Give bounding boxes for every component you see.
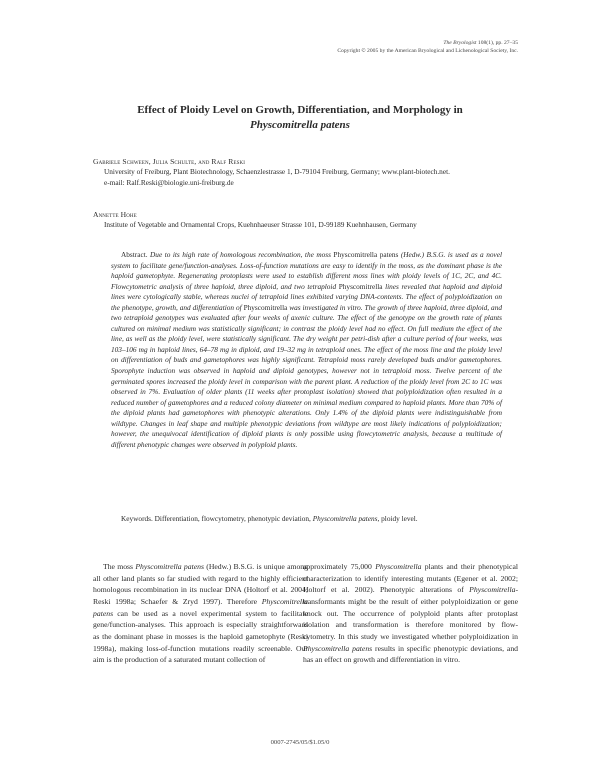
species-name: Physcomitrella <box>243 302 288 312</box>
author-email: e-mail: Ralf.Reski@biologie.uni-freiburg.de <box>104 177 234 187</box>
journal-citation <box>218 40 518 48</box>
body-text: can be used as a novel experimental system to facilitate gene/function-analyses. This approach is especially straightforward as the dominant phase in mosses is the haploid gametophyte (Reski 1998a), making loss-of-function mutations readily screenable. Our aim is the production of a saturated mutant collection of <box>93 608 308 665</box>
body-text: approximately 75,000 <box>303 562 376 571</box>
page-footer-code: 0007-2745/05/$1.05/0 <box>270 739 330 746</box>
author-affiliation: University of Freiburg, Plant Biotechnology, Schaenzlestrasse 1, D-79104 Freiburg, Germany; www.plant-biotech.net. <box>104 167 450 177</box>
keywords-species: Physcomitrella patens <box>312 514 378 523</box>
body-text: (Hedw.) B.S.G. is unique among all other land plants so far studied with regard to the highly efficient homologous recombination in its nuclear DNA (Holtorf et al. 2004; Reski 1998a; Schaefer & Zryd 1997). Therefore <box>93 562 308 606</box>
abstract-text-1: Due to its high rate of homologous recombination, the moss <box>147 250 334 259</box>
title-line-2: Physcomitrella patens <box>250 119 350 131</box>
body-column-right <box>303 561 518 666</box>
journal-header <box>218 40 518 55</box>
author-affiliation: Institute of Vegetable and Ornamental Crops, Kuehnhaeuser Strasse 101, D-99189 Kuehnhausen, Germany <box>104 220 417 230</box>
journal-name: The Bryologist <box>443 40 477 46</box>
abstract-text-2: (Hedw.) B.S.G. is used as a novel system to facilitate gene/function-analyses. Loss-of-function mutations are easy to identify in the moss, as the dominant phase is the haploid gametophyte. Regenerating protoplasts were used to establish different moss lines with ploidy levels of 1C, 2C, and 4C. Flowcytometric analysis of three haploid, three diploid, and two tetraploid <box>111 250 502 291</box>
abstract-label: Abstract. <box>121 250 148 259</box>
species-name: Physcomitrella <box>469 585 516 595</box>
abstract-text-3: lines revealed that haploid and diploid lines were cytologically stable, whereas nuclei of tetraploid lines exhibited varying DNA-contents. The effect of polyploidization on the phenotype, growth, and differentiation of <box>111 281 502 312</box>
body-text: -transformants might be the result of either polyploidization or gene knock out. The occurrence of polyploid plants after protoplast isolation and transformation is therefore monitored by flow-cytometry. In this study we investigated whether polyploidization in <box>303 585 518 641</box>
species-name: Physcomitrella patens <box>333 250 399 259</box>
title-line-1: Effect of Ploidy Level on Growth, Differentiation, and Morphology in <box>137 104 463 116</box>
keywords-label: Keywords. <box>121 514 153 523</box>
abstract-text-4: was investigated in vitro. The growth of three haploid, three diploid, and two tetraploid genotypes was evaluated after four weeks of axenic culture. The effect of the genotype on the growth rate of plants cultured on minimal medium was statistically significant; in contrast the ploidy level had no effect. On full medium the effect of the line, as well as the ploidy level, were statistically significant. The dry weight per petri-dish after a culture period of four weeks, was 103–106 mg in haploid lines, 64–78 mg in diploid, and 19–32 mg in tetraploid ones. The effect of the moss line and the ploidy level on differentiation of buds and gametophores was highly significant. Tetraploid moss rarely developed buds and/or gametophores. Sporophyte induction was observed in haploid and diploid genotypes, however not in tetraploid moss. Twelve percent of the germinated spores increased the ploidy level in comparison with the parent plant. A reduction of the ploidy level from 2C to 1C was observed in 7%. Evaluation of older plants (11 weeks after protoplast isolation) showed that polyploidization often resulted in a reduced number of gametophores and a reduced colony diameter on minimal medium compared to haploid plants. More than 70% of the diploid plants had gametophores with phenotypic alterations. Only 1.4% of the diploid plants were indistinguishable from wildtype. Changes in leaf shape and multiple phenotypic deviations from wildtype are most likely indications of polyploidization; however, the unequivocal identification of diploid plants is only possible using flowcytometric analysis, because a multitude of different phenotypic changes were observed in polyploid plants. <box>111 302 502 449</box>
copyright-line: Copyright © 2005 by the American Bryological and Lichenological Society, Inc. <box>337 47 518 54</box>
species-name: Physcomitrella patens <box>303 643 373 653</box>
body-text: The moss <box>103 562 136 571</box>
species-name: Physcomitrella <box>338 281 383 291</box>
species-name: Physcomitrella patens <box>93 596 308 618</box>
keywords <box>111 514 502 525</box>
abstract <box>111 250 502 450</box>
species-name: Physcomitrella <box>375 562 422 571</box>
body-text: results in specific phenotypic deviations, and has an effect on growth and differentiation in vitro. <box>303 643 519 665</box>
keywords-tail: , ploidy level. <box>377 514 418 523</box>
keywords-text: Differentiation, flowcytometry, phenotypic deviation, <box>152 514 313 523</box>
species-name: Physcomitrella patens <box>135 562 204 571</box>
journal-volume: 108(1), pp. 27–35 <box>477 40 518 46</box>
body-column-left <box>93 561 308 666</box>
author-block-1 <box>93 157 533 188</box>
author-names: Gabriele Schween, Julia Schulte, and Ralf Reski <box>93 157 245 166</box>
author-block-2 <box>93 210 533 231</box>
body-text: plants and their phenotypical characterization to identify interesting mutants (Egener et al. 2002; Holtorf et al. 2002). Phenotypic alterations of <box>303 562 518 595</box>
author-names: Annette Hohe <box>93 210 137 219</box>
article-title <box>60 103 540 133</box>
